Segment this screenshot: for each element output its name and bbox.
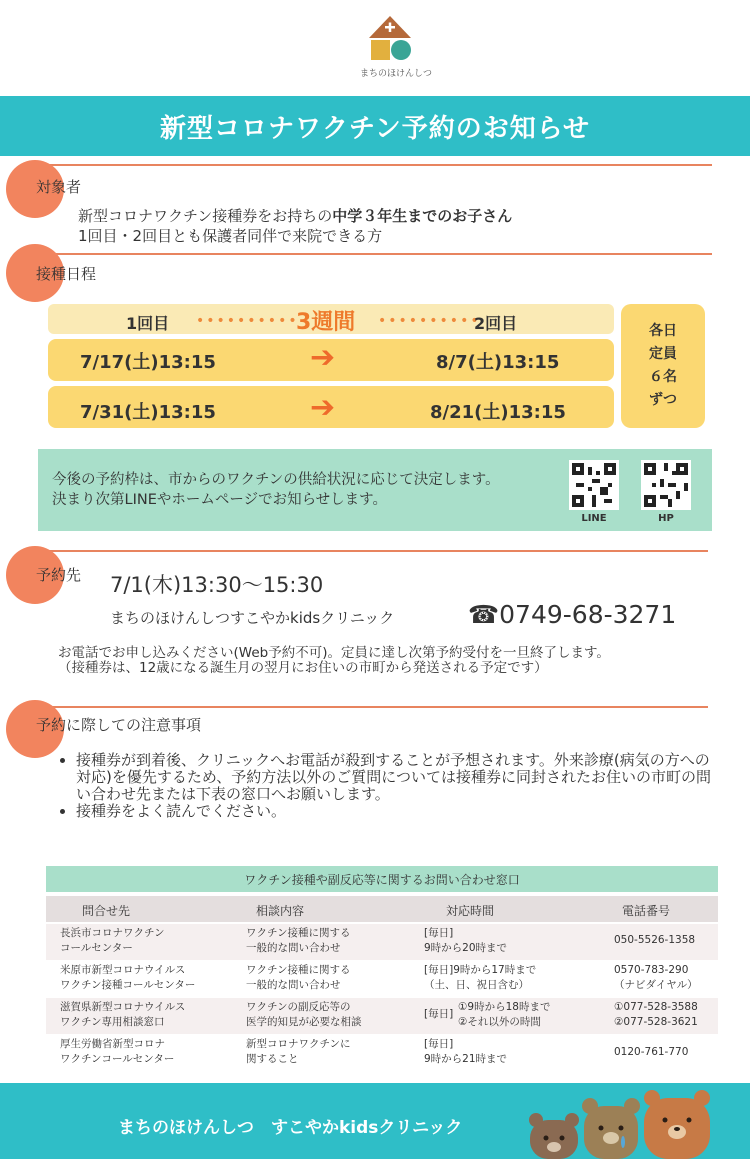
section-label-schedule: 接種日程 [36, 265, 97, 283]
section-label-target: 対象者 [36, 178, 82, 196]
capacity-line: ６名 [649, 369, 677, 385]
table-cell-org: 滋賀県新型コロナウイルス ワクチン専用相談窓口 [60, 1001, 186, 1028]
notes-list [58, 752, 718, 820]
table-cell-phone: 050-5526-1358 [614, 934, 696, 946]
info-line-2: 決まり次第LINEやホームページでお知らせします。 [52, 492, 387, 508]
table-cell-phone: 0570-783-290 （ナビダイヤル） [614, 964, 698, 991]
table-cell-phone: 0120-761-770 [614, 1046, 689, 1058]
section-label-reservation: 予約先 [36, 566, 82, 584]
info-line-1: 今後の予約枠は、市からのワクチンの供給状況に応じて決定します。 [52, 472, 500, 488]
hp-qr-label: HP [658, 513, 674, 524]
table-cell-org: 米原市新型コロナウイルス ワクチン接種コールセンター [60, 964, 196, 991]
table-header-cell: 電話番号 [622, 904, 671, 918]
section-divider [40, 253, 712, 255]
table-title: ワクチン接種や副反応等に関するお問い合わせ窓口 [46, 866, 718, 892]
hp-qr-code-icon[interactable] [641, 460, 691, 510]
table-cell-hours-prefix: [毎日] [424, 1008, 454, 1020]
reservation-note-1: お電話でお申し込みください(Web予約不可)。定員に達し次第予約受付を一旦終了します。 [58, 645, 610, 661]
reservation-note-2: （接種券は、12歳になる誕生月の翌月にお住いの市町から発送される予定です） [58, 660, 548, 676]
table-cell-topic: ワクチン接種に関する 一般的な問い合わせ [246, 927, 351, 954]
section-divider [40, 164, 712, 166]
capacity-line: ずつ [649, 392, 677, 408]
capacity-box [621, 304, 705, 428]
table-header [46, 896, 718, 922]
table-cell-topic: ワクチンの副反応等の 医学的知見が必要な相談 [246, 1001, 362, 1028]
section-divider [40, 706, 708, 708]
capacity-line: 各日 [649, 323, 677, 339]
target-line-1: 新型コロナワクチン接種券をお持ちの中学３年生までのお子さん [78, 207, 513, 225]
line-qr-code-icon[interactable] [569, 460, 619, 510]
bears-illustration-icon [524, 1086, 740, 1159]
table-cell-topic: ワクチン接種に関する 一般的な問い合わせ [246, 964, 351, 991]
section-label-notes: 予約に際しての注意事項 [36, 716, 202, 734]
table-cell-phone: ①077-528-3588 ②077-528-3621 [614, 1001, 698, 1028]
table-cell-hours: ①9時から18時まで ②それ以外の時間 [458, 1001, 551, 1028]
second-dose-label: 2回目 [474, 314, 518, 333]
page-title: 新型コロナワクチン予約のお知らせ [0, 96, 750, 156]
dots-left: •••••••••• [196, 313, 299, 329]
list-item: • 接種券をよく読んでください。 [76, 803, 718, 820]
arrow-right-icon: ➔ [310, 390, 336, 425]
table-cell-hours: [毎日] 9時から20時まで [424, 927, 508, 954]
interval-label: 3週間 [296, 310, 356, 335]
reservation-date: 7/1(木)13:30〜15:30 [110, 573, 324, 597]
target-line-2: 1回目・2回目とも保護者同伴で来院できる方 [78, 227, 383, 245]
list-item: • 接種券が到着後、クリニックへお電話が殺到することが予想されます。外来診療(病気の方への対応)を優先するため、予約方法以外のご質問については接種券に同封されたお住いの市町の問い合わせ先または下表の窓口へお願いします。 [76, 752, 718, 803]
schedule-second-date: 8/7(土)13:15 [436, 352, 560, 373]
table-cell-topic: 新型コロナワクチンに 関すること [246, 1038, 351, 1065]
phone-number[interactable]: ☎0749-68-3271 [468, 600, 677, 629]
table-cell-hours: [毎日] 9時から21時まで [424, 1038, 508, 1065]
logo [360, 14, 433, 88]
table-header-cell: 問合せ先 [82, 904, 131, 918]
clinic-name: まちのほけんしつすこやかkidsクリニック [110, 609, 395, 627]
arrow-right-icon: ➔ [310, 340, 336, 375]
table-cell-org: 厚生労働省新型コロナ ワクチンコールセンター [60, 1038, 175, 1065]
first-dose-label: 1回目 [126, 314, 170, 333]
dots-right: •••••••••• [378, 313, 481, 329]
logo-text: まちのほけんしつ [360, 69, 433, 79]
schedule-first-date: 7/17(土)13:15 [80, 352, 216, 373]
footer-text: まちのほけんしつ すこやかkidsクリニック [118, 1118, 463, 1138]
schedule-first-date: 7/31(土)13:15 [80, 402, 216, 423]
line-qr-label: LINE [581, 513, 607, 524]
capacity-line: 定員 [649, 346, 677, 362]
section-divider [40, 550, 708, 552]
schedule-second-date: 8/21(土)13:15 [430, 402, 566, 423]
table-cell-hours: [毎日]9時から17時まで （土、日、祝日含む） [424, 964, 537, 991]
table-header-cell: 相談内容 [256, 904, 305, 918]
table-cell-org: 長浜市コロナワクチン コールセンター [60, 927, 165, 954]
house-logo-icon [365, 14, 415, 64]
table-header-cell: 対応時間 [446, 904, 495, 918]
